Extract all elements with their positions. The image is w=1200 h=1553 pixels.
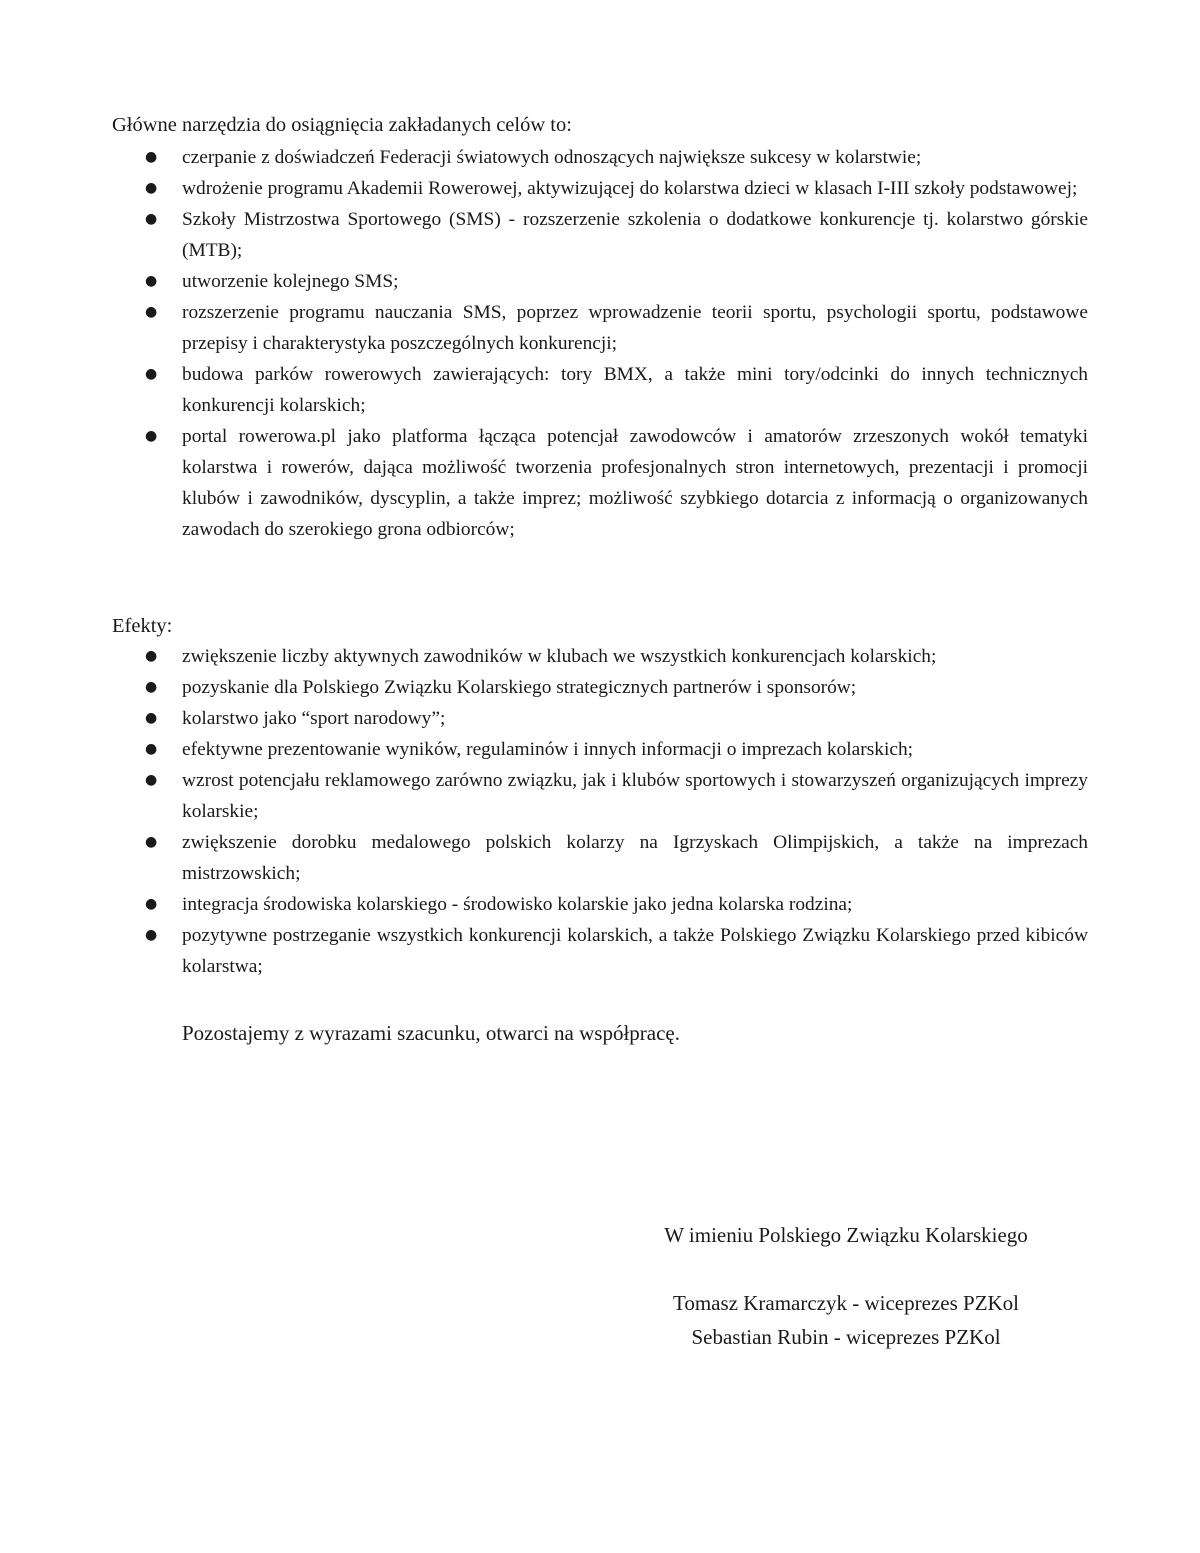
list-item-text: Szkoły Mistrzostwa Sportowego (SMS) - rozszerzenie szkolenia o dodatkowe konkurencje tj. kolarstwo górskie (MTB); bbox=[182, 209, 1088, 261]
list-item-text: portal rowerowa.pl jako platforma łącząca potencjał zawodowców i amatorów zrzeszonych wokół tematyki kolarstwa i rowerów, dająca możliwość tworzenia profesjonalnych stron internetowych, prezentacji i promocji klubów i zawodników, dyscyplin, a także imprez; możliwość szybkiego dotarcia z informacją o organizowanych zawodach do szerokiego grona odbiorców; bbox=[182, 426, 1088, 540]
bullet-icon: ● bbox=[145, 679, 158, 695]
list-item bbox=[112, 359, 1088, 421]
bullet-icon: ● bbox=[145, 648, 158, 664]
list-item-text: zwiększenie dorobku medalowego polskich kolarzy na Igrzyskach Olimpijskich, a także na imprezach mistrzowskich; bbox=[182, 832, 1088, 884]
list-item-text: kolarstwo jako “sport narodowy”; bbox=[182, 708, 446, 729]
bullet-icon: ● bbox=[145, 710, 158, 726]
bullet-icon: ● bbox=[145, 834, 158, 850]
bullet-icon: ● bbox=[145, 273, 158, 289]
list-item bbox=[112, 173, 1088, 204]
bullet-icon: ● bbox=[145, 180, 158, 196]
list-item-text: budowa parków rowerowych zawierających: tory BMX, a także mini tory/odcinki do innych technicznych konkurencji kolarskich; bbox=[182, 364, 1088, 416]
bullet-icon: ● bbox=[145, 772, 158, 788]
bullet-icon: ● bbox=[145, 927, 158, 943]
list-item bbox=[112, 920, 1088, 982]
list-item bbox=[112, 266, 1088, 297]
bullet-icon: ● bbox=[145, 366, 158, 382]
list-item bbox=[112, 297, 1088, 359]
list-item bbox=[112, 827, 1088, 889]
bullet-icon: ● bbox=[145, 741, 158, 757]
tools-heading: Główne narzędzia do osiągnięcia zakładanych celów to: bbox=[112, 114, 572, 136]
list-item-text: utworzenie kolejnego SMS; bbox=[182, 271, 399, 292]
list-item bbox=[112, 703, 1088, 734]
list-item bbox=[112, 889, 1088, 920]
list-item-text: integracja środowiska kolarskiego - środowisko kolarskie jako jedna kolarska rodzina; bbox=[182, 894, 853, 915]
signer-name: Tomasz Kramarczyk - wiceprezes PZKol bbox=[672, 1291, 1020, 1315]
bullet-icon: ● bbox=[145, 896, 158, 912]
list-item-text: zwiększenie liczby aktywnych zawodników w klubach we wszystkich konkurencjach kolarskich; bbox=[182, 646, 937, 667]
bullet-icon: ● bbox=[145, 304, 158, 320]
list-item-text: rozszerzenie programu nauczania SMS, poprzez wprowadzenie teorii sportu, psychologii sportu, podstawowe przepisy i charakterystyka poszczególnych konkurencji; bbox=[182, 302, 1088, 354]
list-item bbox=[112, 142, 1088, 173]
signature-on-behalf: W imieniu Polskiego Związku Kolarskiego bbox=[664, 1223, 1028, 1247]
list-item-text: wzrost potencjału reklamowego zarówno związku, jak i klubów sportowych i stowarzyszeń organizujących imprezy kolarskie; bbox=[182, 770, 1088, 822]
effects-heading: Efekty: bbox=[112, 615, 173, 637]
bullet-icon: ● bbox=[145, 428, 158, 444]
list-item bbox=[112, 641, 1088, 672]
list-item bbox=[112, 734, 1088, 765]
effects-list bbox=[112, 641, 1088, 982]
tools-list bbox=[112, 142, 1088, 545]
list-item-text: czerpanie z doświadczeń Federacji światowych odnoszących największe sukcesy w kolarstwie; bbox=[182, 147, 922, 168]
list-item bbox=[112, 421, 1088, 545]
bullet-icon: ● bbox=[145, 211, 158, 227]
list-item-text: pozyskanie dla Polskiego Związku Kolarskiego strategicznych partnerów i sponsorów; bbox=[182, 677, 857, 698]
list-item-text: wdrożenie programu Akademii Rowerowej, aktywizującej do kolarstwa dzieci w klasach I-III szkoły podstawowej; bbox=[182, 178, 1078, 199]
closing-remark: Pozostajemy z wyrazami szacunku, otwarci na współpracę. bbox=[182, 1021, 680, 1045]
list-item bbox=[112, 672, 1088, 703]
signer-name: Sebastian Rubin - wiceprezes PZKol bbox=[691, 1325, 1001, 1349]
list-item-text: efektywne prezentowanie wyników, regulaminów i innych informacji o imprezach kolarskich; bbox=[182, 739, 914, 760]
bullet-icon: ● bbox=[145, 149, 158, 165]
list-item bbox=[112, 765, 1088, 827]
list-item bbox=[112, 204, 1088, 266]
list-item-text: pozytywne postrzeganie wszystkich konkurencji kolarskich, a także Polskiego Związku Kolarskiego przed kibiców kolarstwa; bbox=[182, 925, 1088, 977]
